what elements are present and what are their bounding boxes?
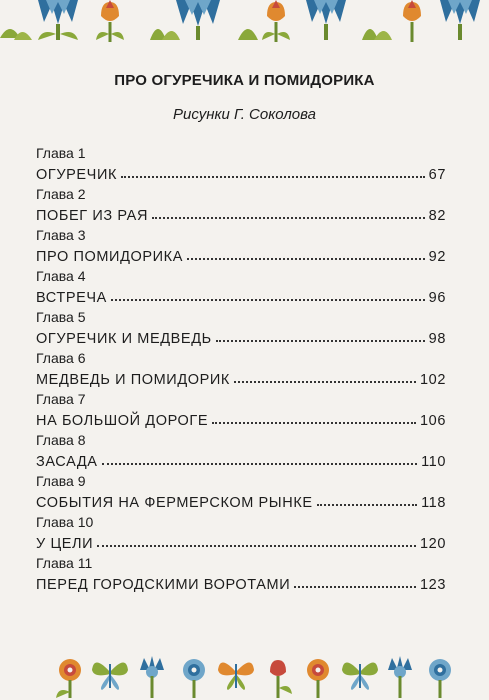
chapter-label: Глава 2 — [36, 186, 86, 202]
chapter-title: ОГУРЕЧИК — [36, 167, 118, 183]
toc-entry — [36, 186, 446, 227]
chapter-line — [36, 366, 446, 388]
chapter-line — [36, 243, 446, 265]
chapter-title: ПОБЕГ ИЗ РАЯ — [36, 208, 149, 224]
chapter-line — [36, 489, 446, 511]
chapter-title: МЕДВЕДЬ И ПОМИДОРИК — [36, 372, 230, 388]
chapter-label: Глава 9 — [36, 473, 86, 489]
toc-entry — [36, 309, 446, 350]
illustrator-credit: Рисунки Г. Соколова — [173, 106, 316, 123]
butterfly-icon — [342, 662, 378, 690]
leaf-sprig-icon — [238, 29, 258, 40]
chapter-line — [36, 571, 446, 593]
dot-leader — [216, 339, 425, 342]
toc-entry — [36, 391, 446, 432]
dot-leader — [152, 216, 425, 219]
chapter-line — [36, 448, 446, 470]
butterfly-icon — [92, 662, 128, 690]
toc-entry — [36, 268, 446, 309]
tulip-icon — [262, 0, 290, 42]
round-flower-icon — [429, 659, 451, 698]
dot-leader — [294, 585, 416, 588]
round-flower-icon — [183, 659, 205, 698]
chapter-label: Глава 11 — [36, 555, 93, 571]
chapter-label: Глава 5 — [36, 309, 86, 325]
toc-entry — [36, 555, 446, 596]
page-number: 120 — [420, 536, 446, 552]
page-number: 98 — [428, 331, 446, 347]
chapter-line — [36, 202, 446, 224]
toc-entry — [36, 145, 446, 186]
dot-leader — [121, 175, 425, 178]
page-number: 67 — [428, 167, 446, 183]
chapter-line — [36, 325, 446, 347]
toc-entry — [36, 350, 446, 391]
cornflower-icon — [176, 0, 220, 40]
leaf-sprig-icon — [362, 29, 392, 40]
floral-border-bottom — [0, 650, 489, 700]
page-number: 102 — [420, 372, 446, 388]
chapter-label: Глава 4 — [36, 268, 86, 284]
table-of-contents — [36, 145, 446, 596]
toc-entry — [36, 473, 446, 514]
dot-leader — [97, 544, 416, 547]
butterfly-icon — [218, 662, 254, 690]
tulip-icon — [96, 0, 124, 42]
dot-leader — [111, 298, 425, 301]
chapter-title: ВСТРЕЧА — [36, 290, 107, 306]
floral-border-top — [0, 0, 489, 44]
chapter-title: ПЕРЕД ГОРОДСКИМИ ВОРОТАМИ — [36, 577, 291, 593]
chapter-label: Глава 3 — [36, 227, 86, 243]
dot-leader — [212, 421, 416, 424]
page-number: 92 — [428, 249, 446, 265]
chapter-line — [36, 161, 446, 183]
cornflower-icon — [440, 0, 480, 40]
page-number: 123 — [420, 577, 446, 593]
cornflower-icon — [306, 0, 346, 40]
cornflower-icon — [140, 656, 164, 698]
cornflower-icon — [38, 0, 78, 40]
chapter-label: Глава 8 — [36, 432, 86, 448]
dot-leader — [234, 380, 416, 383]
page-number: 82 — [428, 208, 446, 224]
page-number: 118 — [421, 495, 446, 511]
toc-entry — [36, 227, 446, 268]
page-number: 106 — [420, 413, 446, 429]
tulip-icon — [403, 0, 421, 42]
chapter-title: НА БОЛЬШОЙ ДОРОГЕ — [36, 413, 209, 429]
chapter-label: Глава 7 — [36, 391, 86, 407]
chapter-title: ЗАСАДА — [36, 454, 98, 470]
page-number: 110 — [421, 454, 446, 470]
chapter-line — [36, 284, 446, 306]
book-title: ПРО ОГУРЕЧИКА И ПОМИДОРИКА — [114, 72, 375, 89]
dot-leader — [102, 462, 418, 465]
chapter-title: ПРО ПОМИДОРИКА — [36, 249, 183, 265]
chapter-label: Глава 10 — [36, 514, 94, 530]
leaf-sprig-icon — [150, 29, 180, 40]
cornflower-icon — [388, 656, 412, 698]
tulip-icon — [270, 660, 292, 698]
chapter-title: У ЦЕЛИ — [36, 536, 94, 552]
chapter-line — [36, 407, 446, 429]
chapter-line — [36, 530, 446, 552]
chapter-title: ОГУРЕЧИК И МЕДВЕДЬ — [36, 331, 212, 347]
chapter-label: Глава 6 — [36, 350, 86, 366]
round-flower-icon — [56, 659, 81, 698]
toc-entry — [36, 514, 446, 555]
chapter-label: Глава 1 — [36, 145, 86, 161]
round-flower-icon — [307, 659, 329, 698]
leaf-sprig-icon — [0, 29, 32, 40]
dot-leader — [187, 257, 425, 260]
toc-entry — [36, 432, 446, 473]
chapter-title: СОБЫТИЯ НА ФЕРМЕРСКОМ РЫНКЕ — [36, 495, 313, 511]
dot-leader — [317, 503, 417, 506]
page-number: 96 — [428, 290, 446, 306]
